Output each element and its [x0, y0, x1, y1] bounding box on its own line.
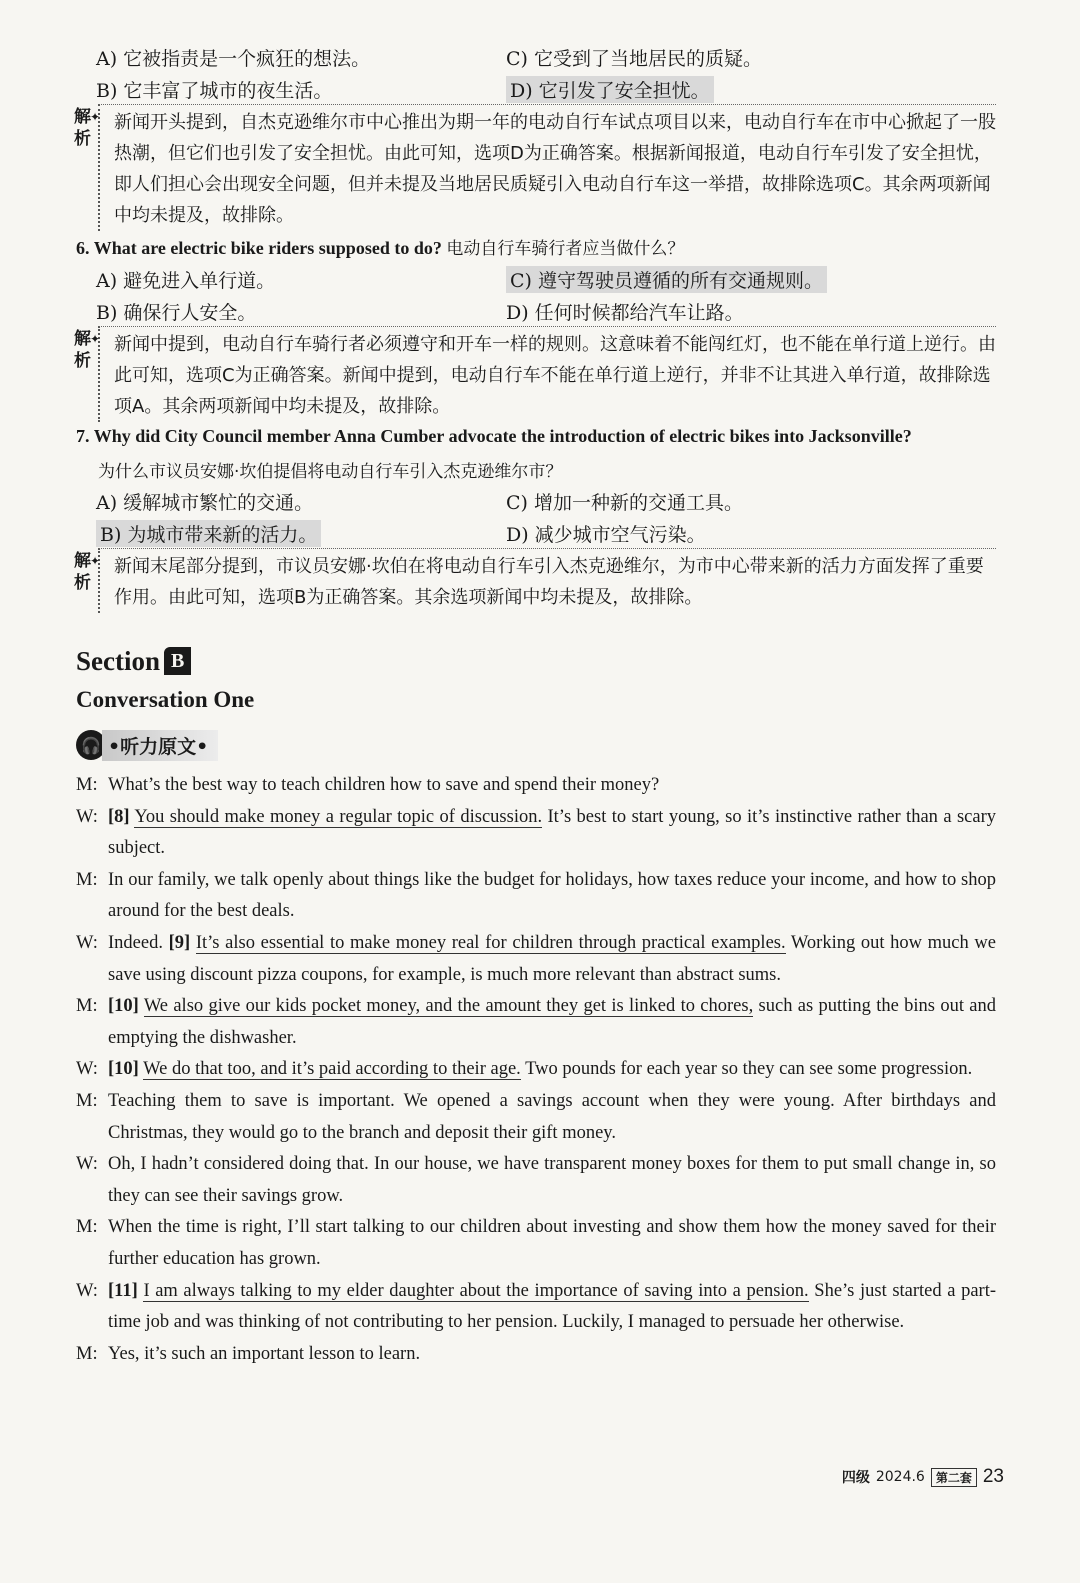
turn-text: Two pounds for each year so they can see some progression.	[520, 1059, 973, 1080]
speaker-label: M:	[76, 1343, 98, 1364]
turn-text: such as putting the bins out and emptying the dishwasher.	[108, 996, 997, 1048]
turn-text: In our family, we talk openly about things like the budget for holidays, how taxes reduce your income, and how to shop around for the best deals.	[108, 869, 996, 922]
turn-body	[108, 1212, 996, 1275]
transcript-turn	[76, 1339, 996, 1371]
transcript-turn	[76, 865, 996, 928]
q6-option-c-correct: C) 遵守驾驶员遵循的所有交通规则。	[506, 266, 827, 293]
page-footer	[842, 1466, 1004, 1488]
transcript-turn	[76, 1212, 996, 1275]
answer-tag: [11]	[108, 1280, 138, 1301]
key-sentence: You should make money a regular topic of discussion.	[134, 806, 543, 827]
footer-level: 四级	[841, 1470, 870, 1486]
analysis-label	[74, 106, 101, 150]
q6-analysis	[74, 326, 996, 422]
turn-body	[108, 1149, 996, 1212]
q6-options	[96, 266, 996, 330]
section-title	[76, 646, 191, 677]
q6-option-d: D) 任何时候都给汽车让路。	[506, 302, 744, 324]
star-icon: ✦	[90, 554, 101, 568]
turn-pre-text: Indeed.	[108, 932, 169, 953]
turn-body	[108, 770, 996, 802]
q5-option-b: B) 它丰富了城市的夜生活。	[96, 80, 333, 102]
transcript-turn	[76, 802, 996, 865]
answer-tag: [9]	[168, 932, 191, 953]
speaker-label: M:	[76, 996, 98, 1017]
transcript-turn	[76, 1149, 996, 1212]
q7-number: 7.	[76, 426, 90, 446]
q5-option-a: A) 它被指责是一个疯狂的想法。	[96, 48, 371, 70]
speaker-label: W:	[76, 932, 98, 953]
turn-text: Yes, it’s such an important lesson to learn.	[108, 1343, 421, 1364]
transcript-turn	[76, 1086, 996, 1149]
turn-text: It’s best to start young, so it’s instinctive rather than a scary subject.	[108, 806, 996, 859]
analysis-label	[74, 328, 101, 372]
headphones-icon: 🎧	[76, 730, 106, 760]
turn-body	[108, 991, 996, 1054]
turn-body	[108, 1276, 996, 1339]
q7-option-b-correct: B) 为城市带来新的活力。	[96, 520, 321, 547]
turn-body	[108, 802, 996, 865]
q6-question	[76, 234, 684, 259]
speaker-label: W:	[76, 806, 98, 827]
listening-label: •听力原文•	[102, 730, 218, 761]
analysis-label-text: 解析	[74, 107, 91, 149]
q5-option-d-correct: D) 它引发了安全担忧。	[506, 76, 714, 103]
turn-body	[108, 1086, 996, 1149]
section-badge: B	[164, 647, 191, 675]
q6-option-a: A) 避免进入单行道。	[96, 270, 276, 292]
q6-question-zh: 电动自行车骑行者应当做什么？	[446, 239, 685, 259]
turn-body	[108, 928, 996, 991]
q7-option-c: C) 增加一种新的交通工具。	[506, 492, 743, 514]
q7-analysis-text: 新闻末尾部分提到，市议员安娜·坎伯在将电动自行车引入杰克逊维尔，为市中心带来新的活力方面发挥了重要作用。由此可知，选项B为正确答案。其余选项新闻中均未提及，故排除。	[98, 548, 996, 613]
turn-body	[108, 1054, 996, 1086]
q7-option-a: A) 缓解城市繁忙的交通。	[96, 492, 314, 514]
speaker-label: W:	[76, 1059, 98, 1080]
turn-text: Working out how much we save using discount pizza coupons, for example, is much more relevant than abstract sums.	[108, 932, 996, 985]
analysis-label-text: 解析	[74, 551, 91, 593]
key-sentence: We also give our kids pocket money, and the amount they get is linked to chores,	[143, 996, 754, 1017]
q6-number: 6.	[76, 238, 90, 258]
q7-options	[96, 488, 996, 552]
q7-question-en: Why did City Council member Anna Cumber advocate the introduction of electric bikes into Jacksonville?	[93, 426, 912, 446]
speaker-label: W:	[76, 1154, 98, 1175]
turn-text: She’s just started a part-time job and was thinking of not contributing to her pension. Luckily, I managed to persuade her otherwise.	[108, 1280, 997, 1333]
footer-issue: 第二套	[931, 1468, 977, 1487]
q6-question-en: What are electric bike riders supposed to do?	[93, 238, 442, 258]
q7-question	[76, 426, 912, 447]
q5-analysis	[74, 104, 996, 231]
q6-option-b: B) 确保行人安全。	[96, 302, 257, 324]
footer-date: 2024.6	[875, 1469, 925, 1485]
key-sentence: I am always talking to my elder daughter about the importance of saving into a pension.	[143, 1280, 809, 1301]
star-icon: ✦	[90, 110, 101, 124]
analysis-label	[74, 550, 101, 594]
speaker-label: W:	[76, 1280, 98, 1301]
turn-text: Teaching them to save is important. We opened a savings account when they were young. After birthdays and Christmas, they would go to the branch and deposit their gift money.	[108, 1090, 996, 1143]
speaker-label: M:	[76, 1217, 98, 1238]
analysis-label-text: 解析	[74, 329, 91, 371]
turn-text: When the time is right, I’ll start talking to our children about investing and show them how the money saved for their further education has grown.	[108, 1217, 996, 1269]
q7-option-d: D) 减少城市空气污染。	[506, 524, 706, 546]
q6-analysis-text: 新闻中提到，电动自行车骑行者必须遵守和开车一样的规则。这意味着不能闯红灯，也不能在单行道上逆行。由此可知，选项C为正确答案。新闻中提到，电动自行车不能在单行道上逆行，并非不让其进入单行道，故排除选项A。其余两项新闻中均未提及，故排除。	[98, 326, 996, 422]
turn-text: Oh, I hadn’t considered doing that. In our house, we have transparent money boxes for them to put small change in, so they can see their savings grow.	[108, 1154, 996, 1206]
listening-transcript-tag	[76, 728, 218, 762]
q5-option-c: C) 它受到了当地居民的质疑。	[506, 48, 762, 70]
turn-text: What’s the best way to teach children how to save and spend their money?	[108, 775, 660, 795]
transcript	[76, 770, 996, 1370]
speaker-label: M:	[76, 869, 98, 890]
speaker-label: M:	[76, 775, 98, 795]
q5-options	[96, 44, 996, 108]
page-number: 23	[982, 1466, 1004, 1487]
q7-question-zh: 为什么市议员安娜·坎伯提倡将电动自行车引入杰克逊维尔市？	[98, 462, 563, 482]
section-title-text: Section	[76, 646, 160, 676]
q5-analysis-text: 新闻开头提到，自杰克逊维尔市中心推出为期一年的电动自行车试点项目以来，电动自行车在市中心掀起了一股热潮，但它们也引发了安全担忧。由此可知，选项D为正确答案。根据新闻报道，电动自行车引发了安全担忧，即人们担心会出现安全问题，但并未提及当地居民质疑引入电动自行车这一举措，故排除选项C。其余两项新闻中均未提及，故排除。	[98, 104, 996, 231]
transcript-turn	[76, 770, 996, 802]
transcript-turn	[76, 991, 996, 1054]
conversation-title: Conversation One	[76, 687, 255, 712]
speaker-label: M:	[76, 1090, 98, 1111]
transcript-turn	[76, 1276, 996, 1339]
transcript-turn	[76, 1054, 996, 1086]
key-sentence: It’s also essential to make money real for children through practical examples.	[195, 932, 786, 953]
star-icon: ✦	[90, 332, 101, 346]
answer-tag: [8]	[108, 806, 130, 827]
key-sentence: We do that too, and it’s paid according to their age.	[143, 1059, 521, 1080]
turn-body	[108, 1339, 996, 1371]
answer-tag: [10]	[108, 996, 139, 1017]
turn-body	[108, 865, 996, 928]
answer-tag: [10]	[108, 1059, 139, 1080]
transcript-turn	[76, 928, 996, 991]
q7-analysis	[74, 548, 996, 613]
